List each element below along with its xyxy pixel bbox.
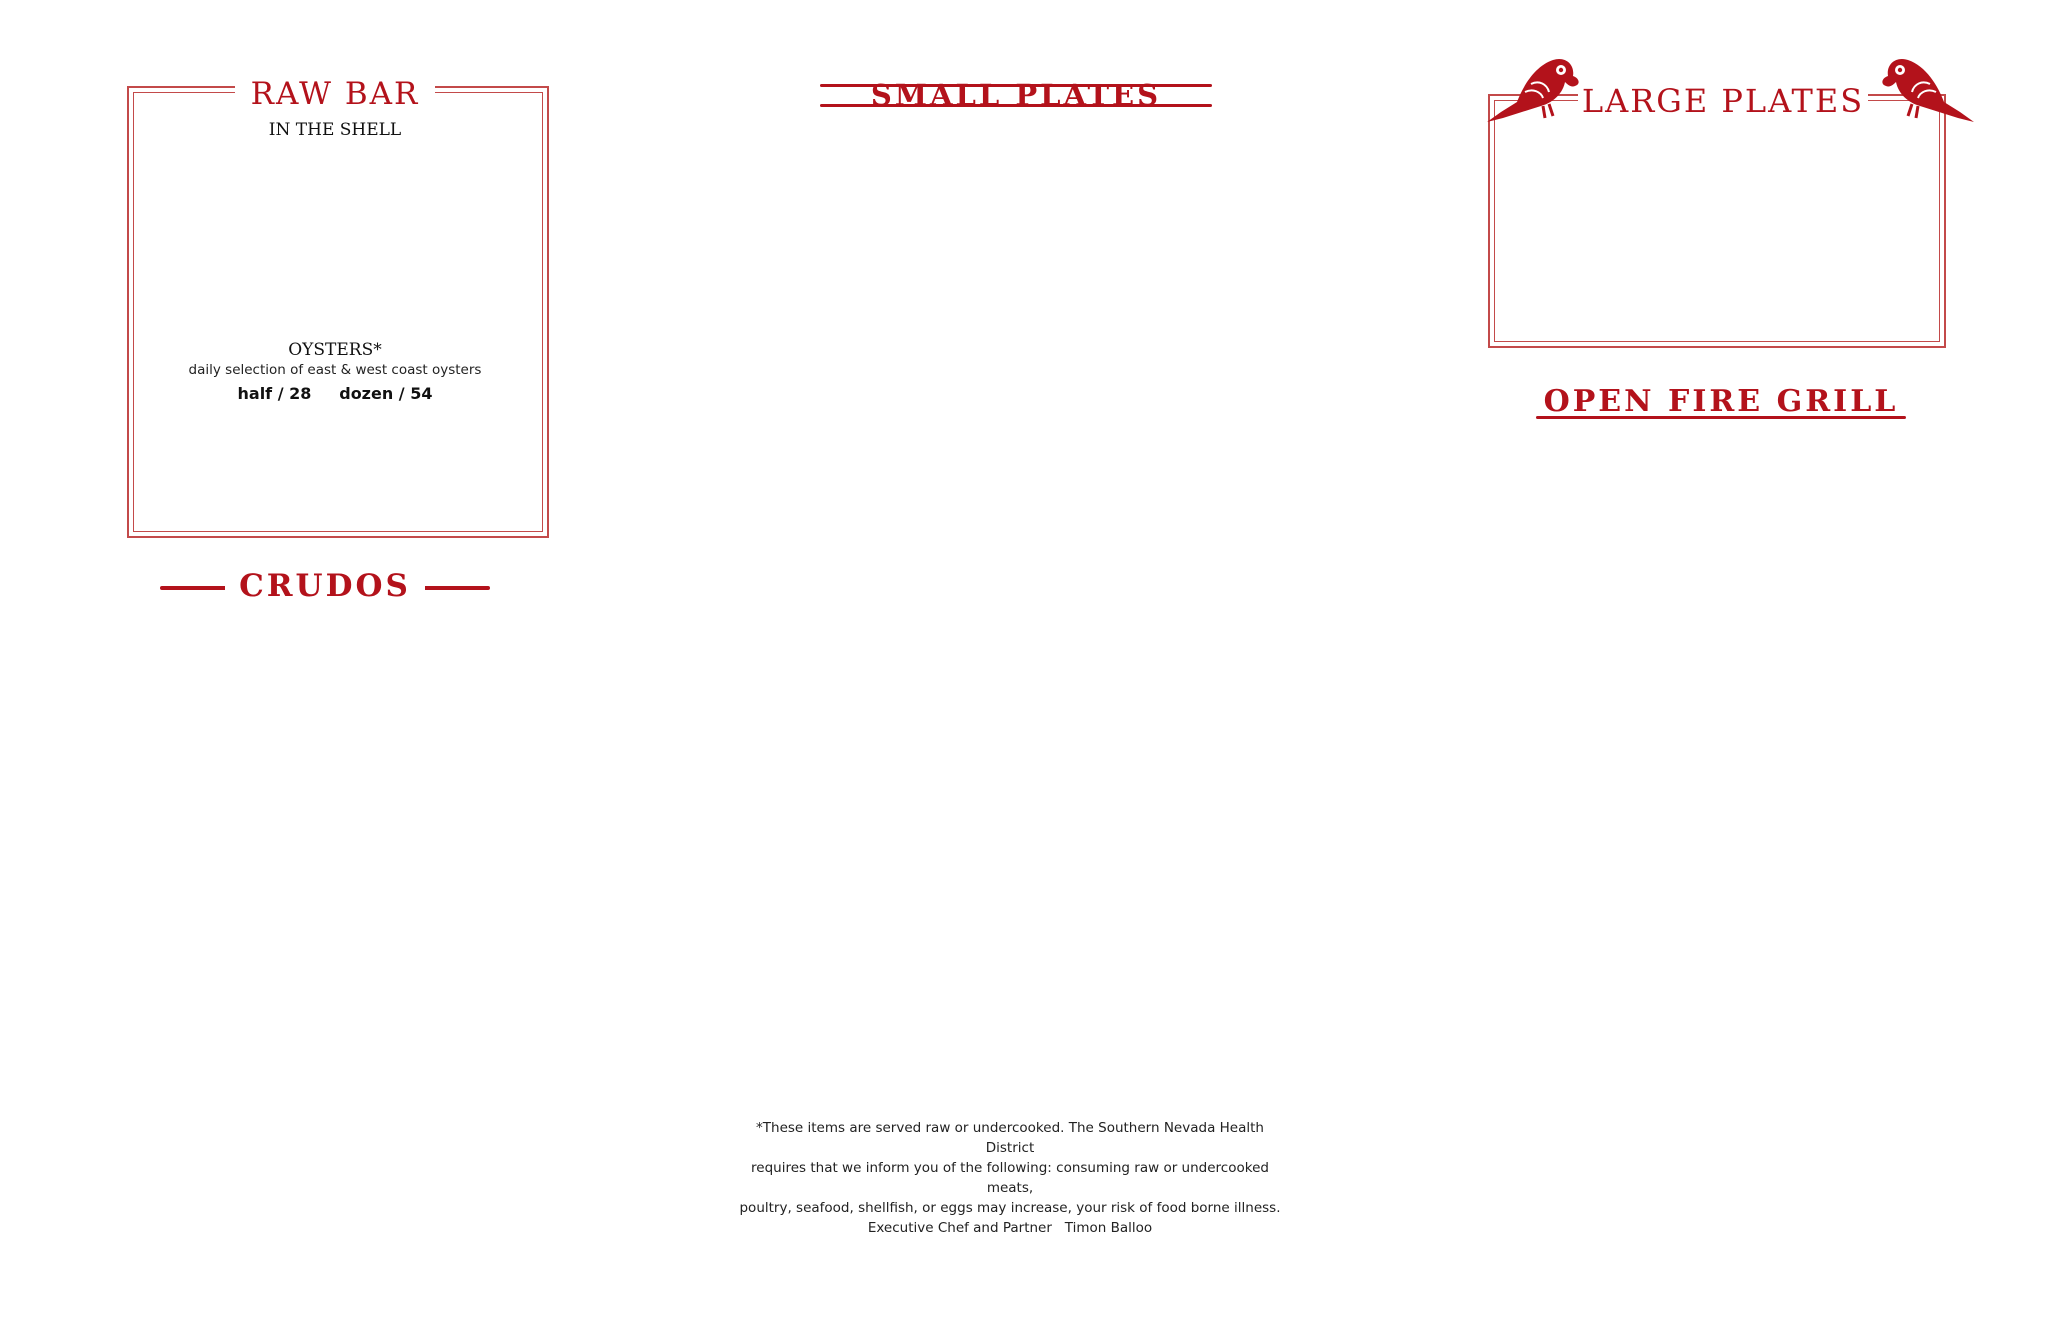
- open-fire-grill-heading: [1536, 384, 1906, 424]
- parrot-left-icon: [1483, 52, 1583, 124]
- raw-bar-section: [127, 86, 549, 538]
- disclaimer-line: *These items are served raw or undercooked. The Southern Nevada Health District: [756, 1120, 1264, 1156]
- raw-bar-subtitle: IN THE SHELL: [268, 120, 402, 140]
- raw-bar-title: RAW BAR: [235, 76, 435, 112]
- crudos-title: CRUDOS: [225, 568, 425, 604]
- disclaimer-line: poultry, seafood, shellfish, or eggs may increase, your risk of food borne illness.: [739, 1200, 1281, 1216]
- chef-credit: Executive Chef and Partner Timon Balloo: [867, 1220, 1153, 1236]
- large-plates-title: LARGE PLATES: [1578, 82, 1868, 120]
- open-fire-grill-title: OPEN FIRE GRILL: [1543, 384, 1899, 419]
- small-plates-heading: [820, 78, 1212, 114]
- crudos-heading: [160, 568, 490, 608]
- oysters-description: daily selection of east & west coast oysters: [188, 362, 482, 378]
- small-plates-title: SMALL PLATES: [870, 78, 1162, 112]
- disclaimer-line: requires that we inform you of the following: consuming raw or undercooked meats,: [751, 1160, 1269, 1196]
- health-disclaimer: [730, 1118, 1290, 1218]
- oysters-title: OYSTERS*: [288, 340, 382, 360]
- oysters-prices: half / 28 dozen / 54: [237, 384, 433, 403]
- parrot-right-icon: [1878, 52, 1978, 124]
- large-plates-section: [1488, 94, 1946, 348]
